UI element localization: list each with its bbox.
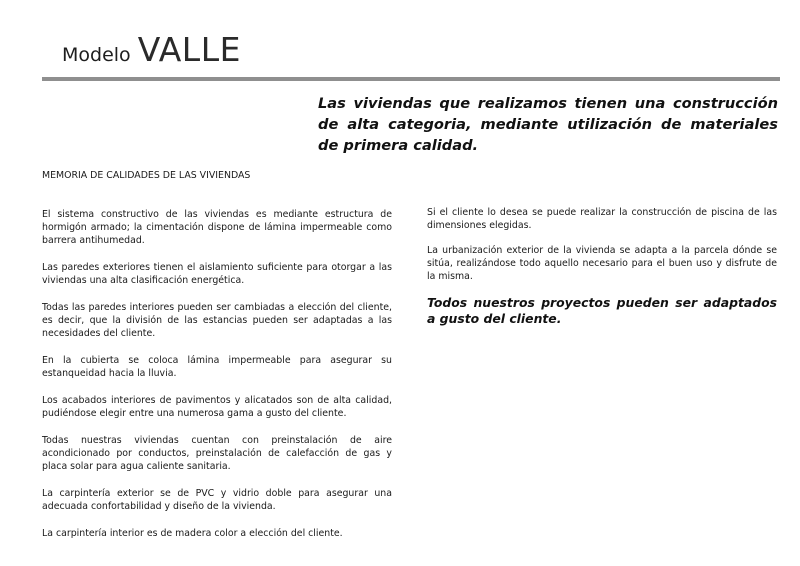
model-name: VALLE — [137, 30, 241, 69]
paragraph-interior-walls: Todas las paredes interiores pueden ser cambiadas a elección del cliente, es decir, que la división de las estancias pueden ser adaptadas a las necesidades del cliente. — [42, 302, 392, 339]
left-column — [42, 208, 392, 554]
header-divider — [42, 77, 780, 81]
paragraph-exterior-carpentry: La carpintería exterior se de PVC y vidrio doble para asegurar una adecuada confortabilidad y diseño de la vivienda. — [42, 488, 392, 512]
paragraph-finishes: Los acabados interiores de pavimentos y alicatados son de alta calidad, pudiéndose elegir entre una numerosa gama a gusto del cliente. — [42, 395, 392, 419]
paragraph-pool: Si el cliente lo desea se puede realizar la construcción de piscina de las dimensiones elegidas. — [427, 207, 777, 231]
section-title: MEMORIA DE CALIDADES DE LAS VIVIENDAS — [42, 170, 251, 181]
paragraph-urbanization: La urbanización exterior de la vivienda se adapta a la parcela dónde se sitúa, realizándose todo aquello necesario para el buen uso y disfrute de la misma. — [427, 245, 777, 282]
paragraph-roof: En la cubierta se coloca lámina impermeable para asegurar su estanqueidad hacia la lluvia. — [42, 355, 392, 379]
title-prefix: Modelo — [62, 44, 131, 66]
paragraph-structure: El sistema constructivo de las viviendas es mediante estructura de hormigón armado; la cimentación dispone de lámina impermeable como barrera antihumedad. — [42, 209, 392, 246]
page-title — [62, 30, 241, 69]
paragraph-exterior-walls: Las paredes exteriores tienen el aislamiento suficiente para otorgar a las viviendas una alta clasificación energética. — [42, 262, 392, 286]
paragraph-installations: Todas nuestras viviendas cuentan con preinstalación de aire acondicionado por conductos, preinstalación de calefacción de gas y placa solar para agua caliente sanitaria. — [42, 435, 392, 472]
paragraph-interior-carpentry: La carpintería interior es de madera color a elección del cliente. — [42, 528, 343, 539]
right-column — [427, 206, 777, 327]
closing-statement: Todos nuestros proyectos pueden ser adaptados a gusto del cliente. — [427, 295, 777, 326]
tagline: Las viviendas que realizamos tienen una construcción de alta categoria, mediante utilización de materiales de primera calidad. — [318, 95, 778, 154]
